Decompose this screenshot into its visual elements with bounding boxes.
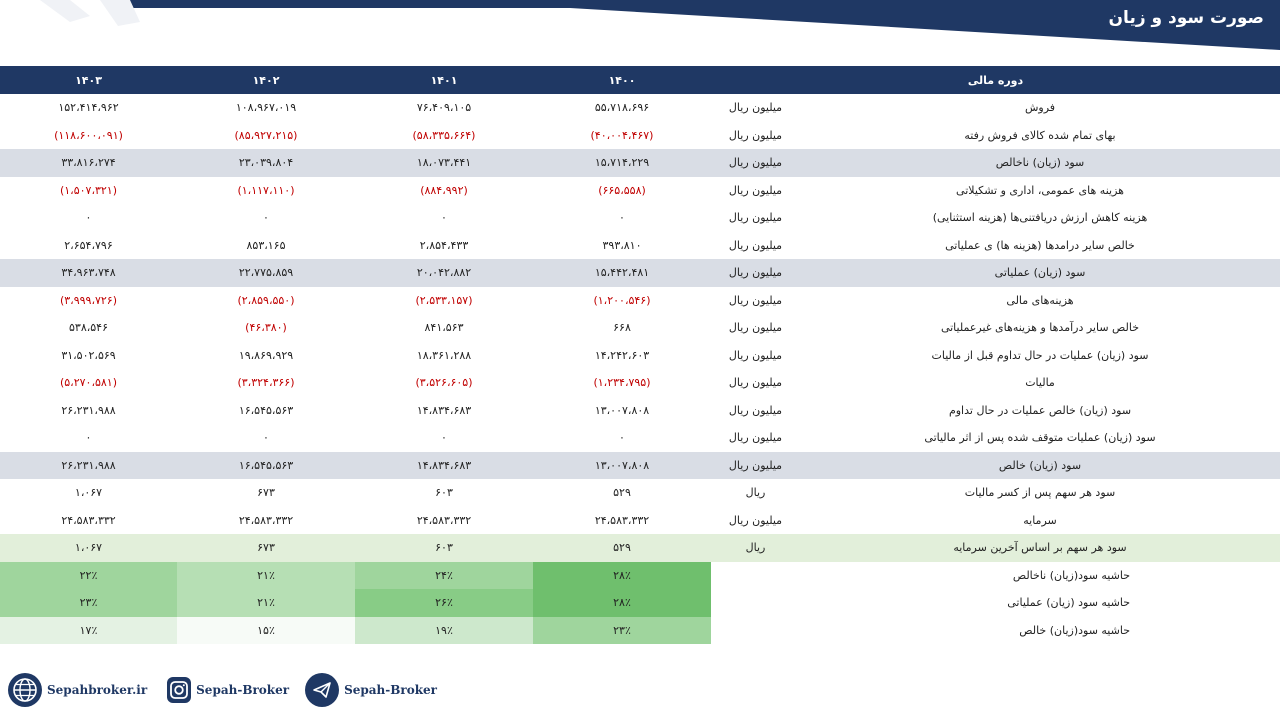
value-cell: (۱،۲۳۴،۷۹۵) xyxy=(593,376,651,390)
year-header-1403: ۱۴۰۳ xyxy=(0,66,177,94)
value-cell: ۱،۰۶۷ xyxy=(0,534,177,562)
telegram-text: Sepah-Broker xyxy=(344,683,437,697)
table-row xyxy=(0,479,1280,507)
value-cell: ۰ xyxy=(619,431,625,445)
value-cell: ۱۴،۲۴۲،۶۰۳ xyxy=(594,348,650,362)
table-row xyxy=(0,342,1280,370)
table-row xyxy=(0,534,1280,562)
value-cell: ۲۴،۵۸۳،۳۳۲ xyxy=(238,513,294,527)
value-cell: ۰ xyxy=(85,431,92,445)
row-label: بهای تمام شده کالای فروش رفته xyxy=(964,128,1116,142)
unit-cell: میلیون ریال xyxy=(728,376,783,390)
row-label: هزینه کاهش ارزش دریافتنی‌ها (هزینه استثنایی) xyxy=(932,211,1148,225)
value-cell: ۲۴،۵۸۳،۳۳۲ xyxy=(416,513,472,527)
unit-cell: میلیون ریال xyxy=(728,183,783,197)
instagram-text: Sepah-Broker xyxy=(196,683,290,697)
row-label: سود (زیان) خالص xyxy=(800,452,1280,480)
row-label: خالص سایر درامدها (هزینه ها) ی عملیاتی xyxy=(945,238,1135,252)
table-row xyxy=(0,177,1280,205)
unit-cell: میلیون ریال xyxy=(728,321,783,335)
table-row xyxy=(0,397,1280,425)
row-label: سود (زیان) عملیاتی xyxy=(800,259,1280,287)
value-cell: ۸۴۱،۵۶۳ xyxy=(424,321,464,335)
margin-label: حاشیه سود(زیان) خالص xyxy=(1019,623,1130,637)
margin-label: حاشیه سود (زیان) عملیاتی xyxy=(1007,596,1130,610)
value-cell: ۰ xyxy=(441,431,447,445)
website-link[interactable] xyxy=(8,673,147,707)
value-cell: ۰ xyxy=(441,211,447,225)
value-cell: ۲۰،۰۴۲،۸۸۲ xyxy=(355,259,533,287)
value-cell: ۲۳،۰۳۹،۸۰۴ xyxy=(177,149,355,177)
table-row xyxy=(0,424,1280,452)
margin-cell: ۲۸٪ xyxy=(533,562,711,590)
margin-cell: ۲۳٪ xyxy=(533,617,711,645)
value-cell: ۱۸،۳۶۱،۲۸۸ xyxy=(416,348,472,362)
value-cell: ۲۶،۲۳۱،۹۸۸ xyxy=(61,403,116,417)
table-row xyxy=(0,232,1280,260)
value-cell: ۲۴،۵۸۳،۳۳۲ xyxy=(61,513,116,527)
margin-cell: ۲۳٪ xyxy=(0,589,177,617)
telegram-icon xyxy=(305,673,339,707)
value-cell: (۴۰،۰۰۴،۴۶۷) xyxy=(590,128,654,142)
value-cell: ۱۳،۰۰۷،۸۰۸ xyxy=(594,403,650,417)
value-cell: ۰ xyxy=(85,211,92,225)
table-row xyxy=(0,122,1280,150)
unit-cell: میلیون ریال xyxy=(728,293,783,307)
value-cell: (۴۶،۳۸۰) xyxy=(245,321,287,335)
value-cell: (۵۸،۳۳۵،۶۶۴) xyxy=(412,128,476,142)
row-label: سود (زیان) خالص عملیات در حال تداوم xyxy=(948,403,1132,417)
value-cell: (۲،۵۳۳،۱۵۷) xyxy=(415,293,473,307)
value-cell: ۵۲۹ xyxy=(533,534,711,562)
value-cell: ۱۳،۰۰۷،۸۰۸ xyxy=(533,452,711,480)
value-cell: ۲۴،۵۸۳،۳۳۲ xyxy=(594,513,650,527)
value-cell: ۳۳،۸۱۶،۲۷۴ xyxy=(0,149,177,177)
value-cell: ۶۷۳ xyxy=(257,486,275,500)
value-cell: ۶۶۸ xyxy=(613,321,631,335)
value-cell: ۲۶،۲۳۱،۹۸۸ xyxy=(0,452,177,480)
value-cell: (۱،۱۱۷،۱۱۰) xyxy=(237,183,295,197)
value-cell: (۳،۹۹۹،۷۲۶) xyxy=(59,293,118,307)
value-cell: (۱،۵۰۷،۳۲۱) xyxy=(59,183,118,197)
table-row xyxy=(0,452,1280,480)
value-cell: ۵۳۸،۵۴۶ xyxy=(69,321,108,335)
margin-cell: ۱۹٪ xyxy=(355,617,533,645)
year-header-1400: ۱۴۰۰ xyxy=(533,66,711,94)
period-header: دوره مالی xyxy=(711,66,1280,94)
unit-cell: میلیون ریال xyxy=(728,128,783,142)
value-cell: ۳۴،۹۶۳،۷۴۸ xyxy=(0,259,177,287)
margin-cell: ۲۱٪ xyxy=(177,562,355,590)
row-label: مالیات xyxy=(1025,376,1055,390)
unit-cell: میلیون ریال xyxy=(728,403,783,417)
value-cell: ۰ xyxy=(619,211,625,225)
value-cell: ۲،۶۵۴،۷۹۶ xyxy=(64,238,113,252)
value-cell: (۸۵،۹۲۷،۲۱۵) xyxy=(234,128,298,142)
value-cell: ۱۶،۵۴۵،۵۶۳ xyxy=(177,452,355,480)
margin-row xyxy=(0,562,1280,590)
unit-cell: میلیون ریال xyxy=(728,238,783,252)
row-label: فروش xyxy=(1024,101,1056,115)
website-text: Sepahbroker.ir xyxy=(47,683,148,697)
value-cell: ۱۹،۸۶۹،۹۲۹ xyxy=(238,348,294,362)
value-cell: ۱۶،۵۴۵،۵۶۳ xyxy=(238,403,294,417)
value-cell: ۳۱،۵۰۲،۵۶۹ xyxy=(61,348,116,362)
row-label: سود هر سهم بر اساس آخرین سرمایه xyxy=(800,534,1280,562)
table-row xyxy=(0,149,1280,177)
unit-cell: میلیون ریال xyxy=(728,431,783,445)
footer xyxy=(8,670,453,710)
value-cell: (۳،۵۲۶،۶۰۵) xyxy=(415,376,473,390)
row-label: هزینه های عمومی، اداری و تشکیلاتی xyxy=(956,183,1124,197)
unit-cell: میلیون ریال xyxy=(711,149,800,177)
margin-cell: ۱۷٪ xyxy=(0,617,177,645)
table-row xyxy=(0,287,1280,315)
margin-cell: ۱۵٪ xyxy=(177,617,355,645)
value-cell: ۸۵۳،۱۶۵ xyxy=(246,238,286,252)
value-cell: ۷۶،۴۰۹،۱۰۵ xyxy=(416,101,472,115)
margin-row xyxy=(0,589,1280,617)
value-cell: ۱۸،۰۷۳،۴۴۱ xyxy=(355,149,533,177)
unit-cell: میلیون ریال xyxy=(728,348,783,362)
margin-cell: ۲۸٪ xyxy=(533,589,711,617)
unit-cell: ریال xyxy=(711,534,800,562)
instagram-link[interactable] xyxy=(167,677,289,703)
value-cell: ۱۰۸،۹۶۷،۰۱۹ xyxy=(235,101,297,115)
value-cell: (۱۱۸،۶۰۰،۰۹۱) xyxy=(54,128,123,142)
row-label: سود (زیان) عملیات در حال تداوم قبل از مالیات xyxy=(931,348,1149,362)
value-cell: ۶۰۳ xyxy=(435,486,453,500)
value-cell: ۲،۸۵۴،۴۳۳ xyxy=(419,238,469,252)
margin-label: حاشیه سود(زیان) ناخالص xyxy=(1012,568,1130,582)
row-label: خالص سایر درآمدها و هزینه‌های غیرعملیاتی xyxy=(940,321,1140,335)
table-row xyxy=(0,507,1280,535)
unit-cell: میلیون ریال xyxy=(728,101,783,115)
value-cell: (۱،۲۰۰،۵۴۶) xyxy=(593,293,651,307)
value-cell: (۳،۳۲۴،۳۶۶) xyxy=(237,376,295,390)
margin-cell: ۲۶٪ xyxy=(355,589,533,617)
value-cell: ۶۷۳ xyxy=(177,534,355,562)
value-cell: ۱۵،۴۴۲،۴۸۱ xyxy=(533,259,711,287)
margin-cell: ۲۴٪ xyxy=(355,562,533,590)
value-cell: ۰ xyxy=(263,211,269,225)
unit-cell: میلیون ریال xyxy=(728,513,783,527)
globe-icon xyxy=(8,673,42,707)
row-label: سود هر سهم پس از کسر مالیات xyxy=(964,486,1116,500)
telegram-link[interactable] xyxy=(305,673,437,707)
row-label: سود (زیان) ناخالص xyxy=(800,149,1280,177)
value-cell: ۱۴،۸۳۴،۶۸۳ xyxy=(416,403,472,417)
margin-cell: ۲۲٪ xyxy=(0,562,177,590)
row-label: هزینه‌های مالی xyxy=(1006,293,1074,307)
value-cell: ۱۵،۷۱۴،۲۲۹ xyxy=(533,149,711,177)
value-cell: ۵۲۹ xyxy=(613,486,631,500)
value-cell: (۲،۸۵۹،۵۵۰) xyxy=(237,293,295,307)
value-cell: (۶۶۵،۵۵۸) xyxy=(598,183,646,197)
income-statement-table xyxy=(0,66,1280,644)
row-label: سرمایه xyxy=(1023,513,1057,527)
table-row xyxy=(0,259,1280,287)
instagram-icon xyxy=(167,677,191,703)
page-title: صورت سود و زیان xyxy=(1108,8,1264,28)
unit-cell: میلیون ریال xyxy=(728,211,783,225)
margin-row xyxy=(0,617,1280,645)
value-cell: ۳۹۳،۸۱۰ xyxy=(602,238,642,252)
value-cell: ۶۰۳ xyxy=(355,534,533,562)
table-row xyxy=(0,369,1280,397)
value-cell: ۱۴،۸۳۴،۶۸۳ xyxy=(355,452,533,480)
year-header-1402: ۱۴۰۲ xyxy=(177,66,355,94)
table-header-row xyxy=(0,66,1280,94)
value-cell: ۱۵۲،۴۱۴،۹۶۲ xyxy=(58,101,119,115)
table-row xyxy=(0,204,1280,232)
unit-cell: میلیون ریال xyxy=(711,259,800,287)
unit-cell: ریال xyxy=(745,486,766,500)
value-cell: ۱،۰۶۷ xyxy=(74,486,103,500)
value-cell: ۲۲،۷۷۵،۸۵۹ xyxy=(177,259,355,287)
value-cell: (۵،۲۷۰،۵۸۱) xyxy=(59,376,118,390)
table-row xyxy=(0,314,1280,342)
unit-cell: میلیون ریال xyxy=(711,452,800,480)
table-row xyxy=(0,94,1280,122)
value-cell: ۰ xyxy=(263,431,269,445)
title-banner xyxy=(0,0,1280,52)
margin-cell: ۲۱٪ xyxy=(177,589,355,617)
year-header-1401: ۱۴۰۱ xyxy=(355,66,533,94)
value-cell: ۵۵،۷۱۸،۶۹۶ xyxy=(594,101,650,115)
value-cell: (۸۸۴،۹۹۲) xyxy=(420,183,468,197)
row-label: سود (زیان) عملیات متوقف شده پس از اثر مالیاتی xyxy=(924,431,1156,445)
